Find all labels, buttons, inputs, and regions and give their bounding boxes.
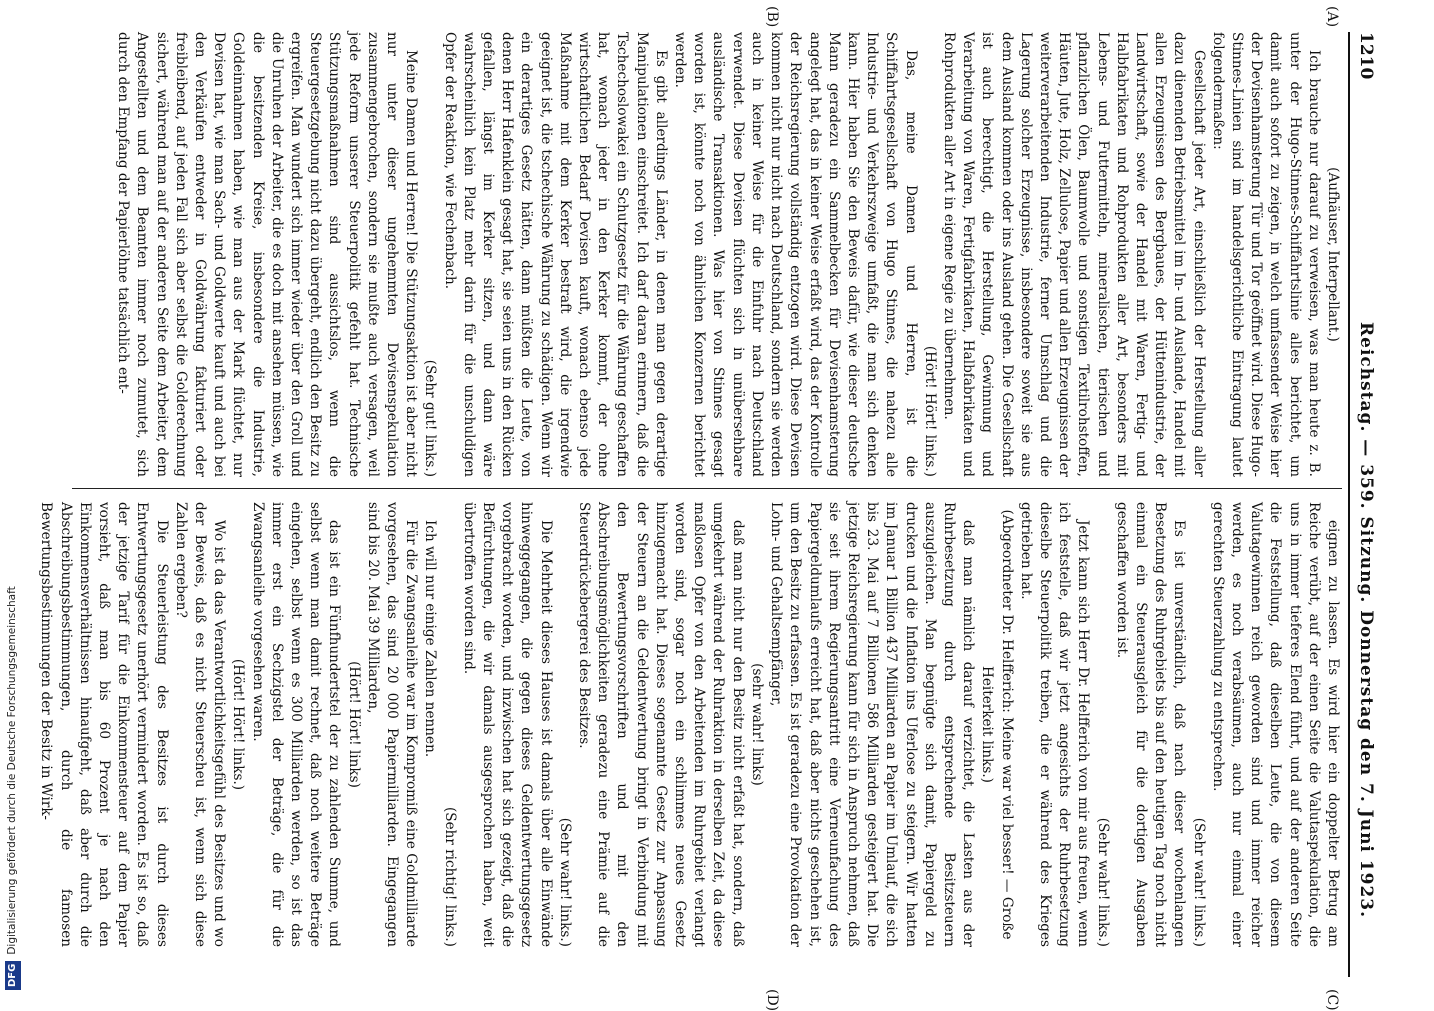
page-header xyxy=(1348,32,1380,977)
paragraph: Ich will nur einige Zahlen nennen. xyxy=(422,520,439,758)
margin-marker-c: (C) xyxy=(1324,989,1340,1011)
interjection: (Sehr wahr! links.) xyxy=(1190,817,1207,947)
interjection: (Sehr gut! links.) xyxy=(422,359,439,477)
credit-text: Digitalisierung gefördert durch die Deutsche Forschungsgemeinschaft xyxy=(6,586,18,955)
rotated-page-content xyxy=(38,6,1380,1011)
paragraph: Es gibt allerdings Länder, in denen man gegen derartige Manipulationen einschreitet. Ich darf daran erinnern, daß die Tschechoslowakei ein Schutzgesetz für die Währung geschaffen hat, wonach jeder in den Kerker kommt, der ohne wirtschaftlichen Bedarf Devisen kauft, wonach ebenso jede Maßnahme mit dem Kerker bestraft wird, die irgendwie geeignet ist, die tschechische Währung zu schädigen. Wenn wir ein derartiges Gesetz hätten, dann müßten die Leute, von denen Herr Hafenklein gesagt hat, sie seien uns in den Rücken gefallen, längst im Kerker sitzen, und dann wäre wahrscheinlich kein Platz mehr darin für die unschuldigen Opfer der Reaktion, wie Fechenbach. xyxy=(441,32,669,477)
digitization-credit-strip xyxy=(4,0,24,1000)
interjection: (sehr wahr! links) xyxy=(748,663,765,786)
interjection: (Sehr richtig! links.) xyxy=(441,806,458,947)
paragraph: daß man nicht nur den Besitz nicht erfaßt hat, sondern, daß umgekehrt während der Ruhraktion in derselben Zeit, da diese maßlosen Opfer von den Arbeitenden im Ruhrgebiet verlangt worden sind, sogar noch ein schlimmes neues Gesetz hinzugemacht hat. Dieses sogenannte Gesetz zur Anpassung der Steuern an die Geldentwertung bringt in Verbindung mit den Bewertungsvorschriften und mit den Abschreibungsmöglichkeiten geradezu eine Prämie auf die Steuerdrückebergerei des Besitzes. xyxy=(576,502,746,947)
interjection: (Sehr wahr! links.) xyxy=(1094,817,1111,947)
paragraph: Ich brauche nur darauf zu verweisen, was man heute z. B. unter der Hugo-Stinnes-Schiffahrtslinie alles berichtet, um damit auch sofort zu zeigen, in welch umfassender Weise hier der Devisenhamsterung Tür und Tor geöffnet wird. Diese Hugo-Stinnes-Linien sind im handelsgerichtliche Eintragung lautet folgendermaßen: xyxy=(1209,32,1322,477)
interjection: (Hört! Hört! links.) xyxy=(921,345,938,477)
paragraph: Es ist unverständlich, daß nach dieser wochenlangen Besetzung des Ruhrgebiets bis auf den heutigen Tag noch nicht einmal ein Steuerausgleich für die dortigen Ausgaben geschaffen worden ist. xyxy=(1113,502,1188,947)
paragraph: daß man nämlich darauf verzichtet, die Lasten aus der Ruhrbesetzung durch entsprechende Besitzsteuern auszugleichen. Man begnügte sich damit, Papiergeld zu drucken und die Inflation ins Uferlose zu steigern. Wir hatten im Januar 1 Billion 437 Milliarden an Papier im Umlauf, die sich bis 23. Mai auf 7 Billionen 586 Milliarden gesteigert hat. Die jetzige Reichsregierung kann für sich in Anspruch nehmen, daß sie seit ihrem Regierungsantritt eine Verneunfachung des Papiergeldumlaufs erreicht hat, daß aber nichts geschehen ist, um den Besitz zu erfassen. Es ist geradezu eine Provokation der Lohn- und Gehaltsempfänger, xyxy=(768,502,977,947)
column-divider xyxy=(72,488,1342,489)
paragraph: Meine Damen und Herren! Die Stützungsaktion ist aber nicht nur unter dieser ungehemmten Devisenspekulation zusammengebrochen, sondern sie mußte auch versagen, weil jede Reform unserer Steuerpolitik gefehlt hat. Technische Stützungsmaßnahmen sind aussichtslos, wenn die Steuergesetzgebung nicht dazu übergeht, endlich den Besitz zu ergreifen. Man wundert sich immer wieder über den Groll und die Unruhen der Arbeiter, die es doch mit ansehen müssen, wie die besitzenden Kreise, insbesondere die Industrie, Goldeinnahmen haben, wie man aus der Mark flüchtet, nur Devisen hat, wie man Sach- und Goldwerte kauft und auch bei den Verkäufen entweder in Goldwährung fakturiert oder freibleibend, auf jeden Fall sich aber selbst die Golderechnung sichert, während man auf der anderen Seite dem Arbeiter, dem Angestellten und dem Beamten immer noch zumutet, sich durch den Empfang der Papierlöhne tatsächlich ent- xyxy=(115,32,420,477)
paragraph: Die Steuerleistung des Besitzes ist durch dieses Entwertungsgesetz unerhört vermindert worden. Es ist so, daß der jetzige Tarif für die Einkommensteuer auf dem Papier vorsieht, daß man bis 60 Prozent je nach den Einkommensverhältnissen hinaufgeht, daß aber durch die Abschreibungsbestimmungen, durch die famosen Bewertungsbestimmungen der Besitz in Wirk- xyxy=(38,502,170,947)
interjection: (Hört! Hört! links) xyxy=(345,661,362,788)
paragraph: das ist ein Fünfhundertstel der zu zahlenden Summe, und selbst wenn man damit rechnet, daß noch weitere Beträge eingehen, selbst wenn es 300 Milliarden werden, so ist das immer erst ein Sechzigstel der Beträge, die für die Zwangsanleihe vorgesehen waren. xyxy=(249,502,343,947)
interjection: (Hört! Hört! links.) xyxy=(230,658,247,791)
dfg-logo: DFG xyxy=(5,961,21,990)
margin-marker-d: (D) xyxy=(764,989,780,1011)
paragraph: Für die Zwangsanleihe war im Kompromiß eine Goldmilliarde vorgesehen, das sind 20 000 Papiermilliarden. Eingegangen sind bis 20. Mai 39 Milliarden, xyxy=(364,502,420,948)
running-title: Reichstag. — 359. Sitzung. Donnerstag den 7. Juni 1923. xyxy=(1356,322,1376,919)
paragraph: Die Mehrheit dieses Hauses ist damals über alle Einwände hinweggegangen, die gegen dieses Geldentwertungsgesetz vorgebracht worden, und inzwischen hat sich gezeigt, daß die Befürchtungen, die wir damals ausgesprochen haben, weit übertroffen worden sind. xyxy=(460,502,554,947)
margin-marker-b: (B) xyxy=(764,6,780,28)
quote-paragraph: Gesellschaft jeder Art, einschließlich der Herstellung aller dazu dienenden Betriebsmittel im In- und Auslande, Handel mit allen Erzeugnissen des Bergbaues, der Hüttenindustrie, der Landwirtschaft, sowie der Handel mit Waren, Fertig- und Halbfabrikaten und Rohprodukten aller Art, besonders mit Lebens- und Futtermitteln, mineralischen, tierischen und pflanzlichen Ölen, Baumwolle und sonstigen Textilrohstoffen, Häuten, Jute, Holz, Zellulose, Papier und allen Erzeugnissen der weiterverarbeitenden Industrie, ferner Umschlag und die Lagerung solcher Erzeugnisse, insbesondere soweit sie aus dem Ausland kommen oder ins Ausland gehen. Die Gesellschaft ist auch berechtigt, die Herstellung, Gewinnung und Verarbeitung von Waren, Fertigfabrikaten, Halbfabrikaten und Rohprodukten aller Art in eigene Regie zu übernehmen. xyxy=(940,32,1207,477)
paragraph: (Aufhäuser, Interpellant.) xyxy=(1325,167,1341,342)
digitization-credit xyxy=(4,0,20,990)
paragraph: Jetzt kann sich Herr Dr. Helfferich von mir aus freuen, wenn ich feststelle, daß wir jetzt angesichts der Ruhrbesetzung dieselbe Steuerpolitik treiben, die er während des Krieges getrieben hat. xyxy=(1017,502,1092,947)
interjection: (Sehr wahr! links.) xyxy=(556,817,573,947)
interjection: (Abgeordneter Dr. Helfferich: Meine war viel besser! — Große Heiterkeit links.) xyxy=(979,509,1015,940)
paragraph: eignen zu lassen. Es wird hier ein doppelter Betrug am Reiche verübt, auf der einen Seite die Valutaspekulation, die uns in immer tieferes Elend führt, und auf der anderen Seite die Feststellung, daß dieselben Leute, die von diesem Valutagewinnen reich geworden sind und immer reicher werden, es noch verabsäumen, auch nur einmal einer gerechten Steuerzahlung zu entsprechen. xyxy=(1209,502,1341,947)
paragraph: Das, meine Damen und Herren, ist die Schiffahrtsgesellschaft von Hugo Stinnes, die nahezu alle Industrie- und Verkehrszweige umfaßt, die man sich denken kann. Hier haben Sie den Beweis dafür, wie dieser deutsche Mann geradezu ein Sammelbecken für Devisenhamsterung angelegt hat, das in keiner Weise erfaßt wird, das der Kontrolle der Reichsregierung vollständig entzogen wird. Diese Devisen kommen nicht nur nicht nach Deutschland, sondern sie werden auch in keiner Weise für die Einfuhr nach Deutschland verwendet. Diese Devisen flüchten sich in unübersehbare ausländische Transaktionen. Was hier von Stinnes gesagt worden ist, könnte noch von ähnlichen Konzernen berichtet werden. xyxy=(672,32,919,477)
page-number: 1210 xyxy=(1356,32,1376,80)
right-column xyxy=(38,502,1342,948)
paragraph: Wo ist da das Verantwortlichkeitsgefühl des Besitzes und wo der Beweis, daß es nicht Steuerscheu ist, wenn sich diese Zahlen ergeben? xyxy=(172,502,228,947)
margin-marker-a: (A) xyxy=(1324,6,1340,28)
left-column xyxy=(72,32,1342,477)
